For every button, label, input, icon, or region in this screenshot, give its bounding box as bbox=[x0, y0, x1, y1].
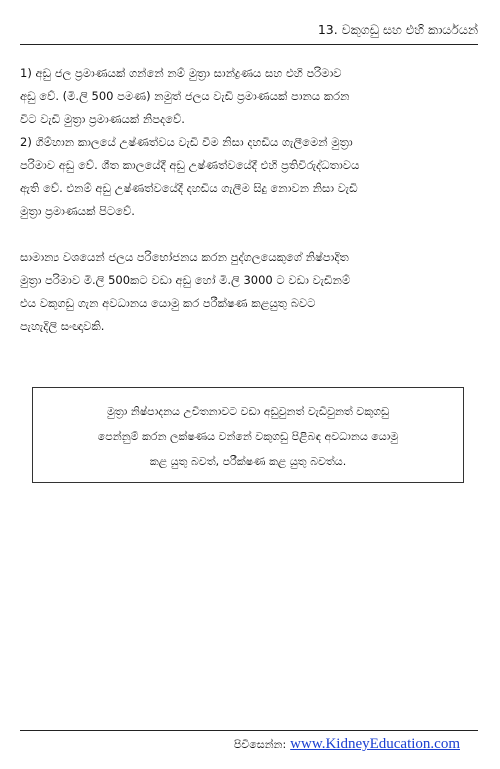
text-line: පැහැදිලි සංඥාවකි. bbox=[20, 319, 105, 333]
text-line: 2) ගිම්හාන කාලයේ උෂ්ණත්වය වැඩි වීම නිසා දහඩිය ගැලීමෙන් මුත්‍රා bbox=[20, 135, 353, 149]
notice-line: මුත්‍රා නිෂ්පාදනය උචිතනාවට වඩා අඩුවුනත් වැඩිවුනත් වකුගඩු bbox=[106, 405, 390, 418]
text-line: සාමාන්‍ය වශයෙන් ජලය පරිභෝජනය කරන පුද්ගලයෙකුගේ නිෂ්පාදිත bbox=[20, 250, 349, 264]
footer-divider bbox=[20, 730, 478, 731]
footer-label: පිවිසෙන්න: bbox=[233, 738, 287, 751]
text-line: ඇති වේ. එනම් අඩු උෂ්ණත්වයේදී දහඩිය ගැලීම සිදු නොවන නිසා වැඩි bbox=[20, 181, 358, 195]
chapter-title: 13. වකුගඩු සහ එහි කාර්යයන් bbox=[317, 22, 478, 37]
notice-box bbox=[32, 387, 464, 483]
text-line: පරිමාව අඩු වේ. ශීත කාලයේදී අඩු උෂ්ණත්වයේදී එහි ප්‍රතිවිරුද්ධතාවය bbox=[20, 158, 360, 172]
notice-line: කළ යුතු බවත්, පරීක්ෂණ කළ යුතු බවත්ය. bbox=[149, 455, 347, 468]
text-line: අඩු වේ. (මි.ලි 500 පමණ) නමුත් ජලය වැඩි ප්‍රමාණයක් පානය කරන bbox=[20, 89, 350, 103]
text-line: මුත්‍රා ප්‍රමාණයක් පිටවේ. bbox=[20, 204, 135, 218]
header-divider bbox=[20, 44, 478, 45]
text-line: එය වකුගඩු ගැන අවධානය යොමු කර පරීක්ෂණ කළයුතු බවට bbox=[20, 296, 316, 310]
page-header bbox=[20, 22, 478, 38]
website-link[interactable]: www.KidneyEducation.com bbox=[290, 736, 460, 752]
text-line: 1) අඩු ජල ප්‍රමාණයක් ගන්නේ නම් මුත්‍රා සාන්ද්‍රණය සහ එහි පරිමාව bbox=[20, 66, 342, 80]
notice-line: පෙන්නුම් කරන ලක්ෂණය වන්නේ වකුගඩු පිළිබඳ අවධානය යොමු bbox=[97, 430, 399, 443]
paragraph-normal-urine-output bbox=[20, 246, 478, 338]
text-line: මුත්‍රා පරිමාව මි.ලි 500කට වඩා අඩු හෝ මි.ලි 3000 ට වඩා වැඩිනම් bbox=[20, 273, 351, 287]
paragraph-urine-volume-factors bbox=[20, 62, 478, 223]
text-line: විට වැඩි මුත්‍රා ප්‍රමාණයක් නිපදවේ. bbox=[20, 112, 185, 126]
page-footer bbox=[20, 736, 460, 753]
